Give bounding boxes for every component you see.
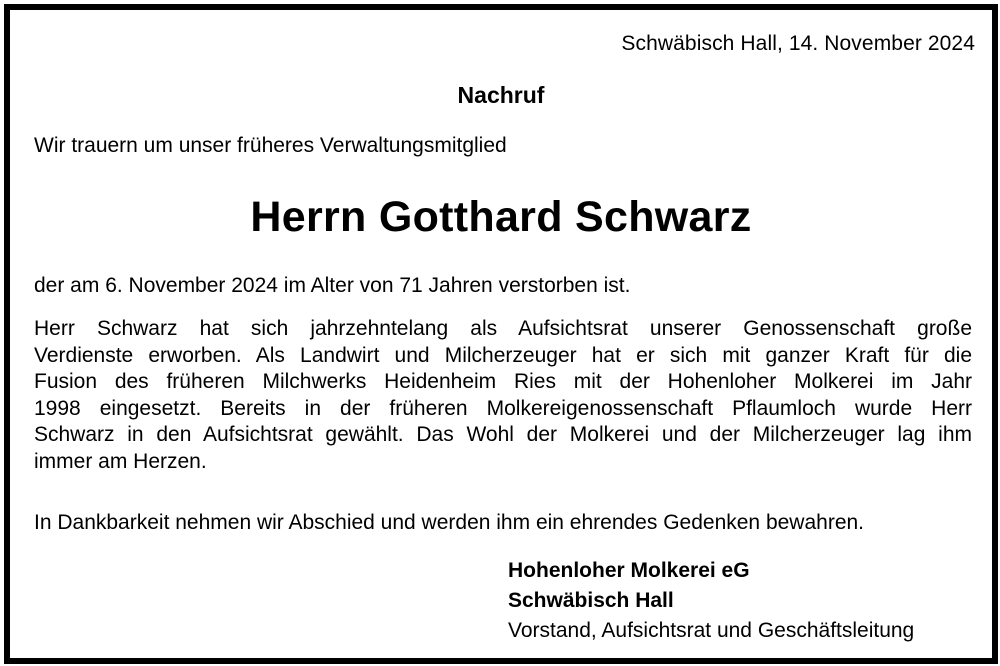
deceased-name: Herrn Gotthard Schwarz — [250, 193, 752, 241]
tribute-line: 1998 eingesetzt. Bereits in der früheren Molkereigenossenschaft Pflaumloch wurde Herr — [34, 396, 972, 420]
place-date: Schwäbisch Hall, 14. November 2024 — [621, 32, 975, 55]
obituary-notice — [4, 4, 998, 664]
tribute-line: Verdienste erworben. Als Landwirt und Milcherzeuger hat er sich mit ganzer Kraft für die — [34, 343, 972, 367]
death-line: der am 6. November 2024 im Alter von 71 Jahren verstorben ist. — [34, 274, 631, 297]
signature-organization: Hohenloher Molkerei eG — [508, 559, 750, 582]
intro-line: Wir trauern um unser früheres Verwaltungsmitglied — [34, 134, 507, 157]
tribute-line: Fusion des früheren Milchwerks Heidenheim Ries mit der Hohenloher Molkerei im Jahr — [34, 370, 972, 394]
tribute-line: Schwarz in den Aufsichtsrat gewählt. Das Wohl der Molkerei und der Milcherzeuger lag ihm — [34, 423, 972, 447]
signature-city: Schwäbisch Hall — [508, 589, 674, 612]
closing-line: In Dankbarkeit nehmen wir Abschied und werden ihm ein ehrendes Gedenken bewahren. — [34, 511, 865, 534]
tribute-line: immer am Herzen. — [34, 449, 207, 473]
signature-board: Vorstand, Aufsichtsrat und Geschäftsleitung — [508, 619, 915, 642]
tribute-line: Herr Schwarz hat sich jahrzehntelang als Aufsichtsrat unserer Genossenschaft große — [34, 317, 972, 340]
tribute-paragraph — [34, 316, 972, 476]
signature-block — [508, 556, 914, 646]
notice-heading: Nachruf — [457, 82, 545, 108]
